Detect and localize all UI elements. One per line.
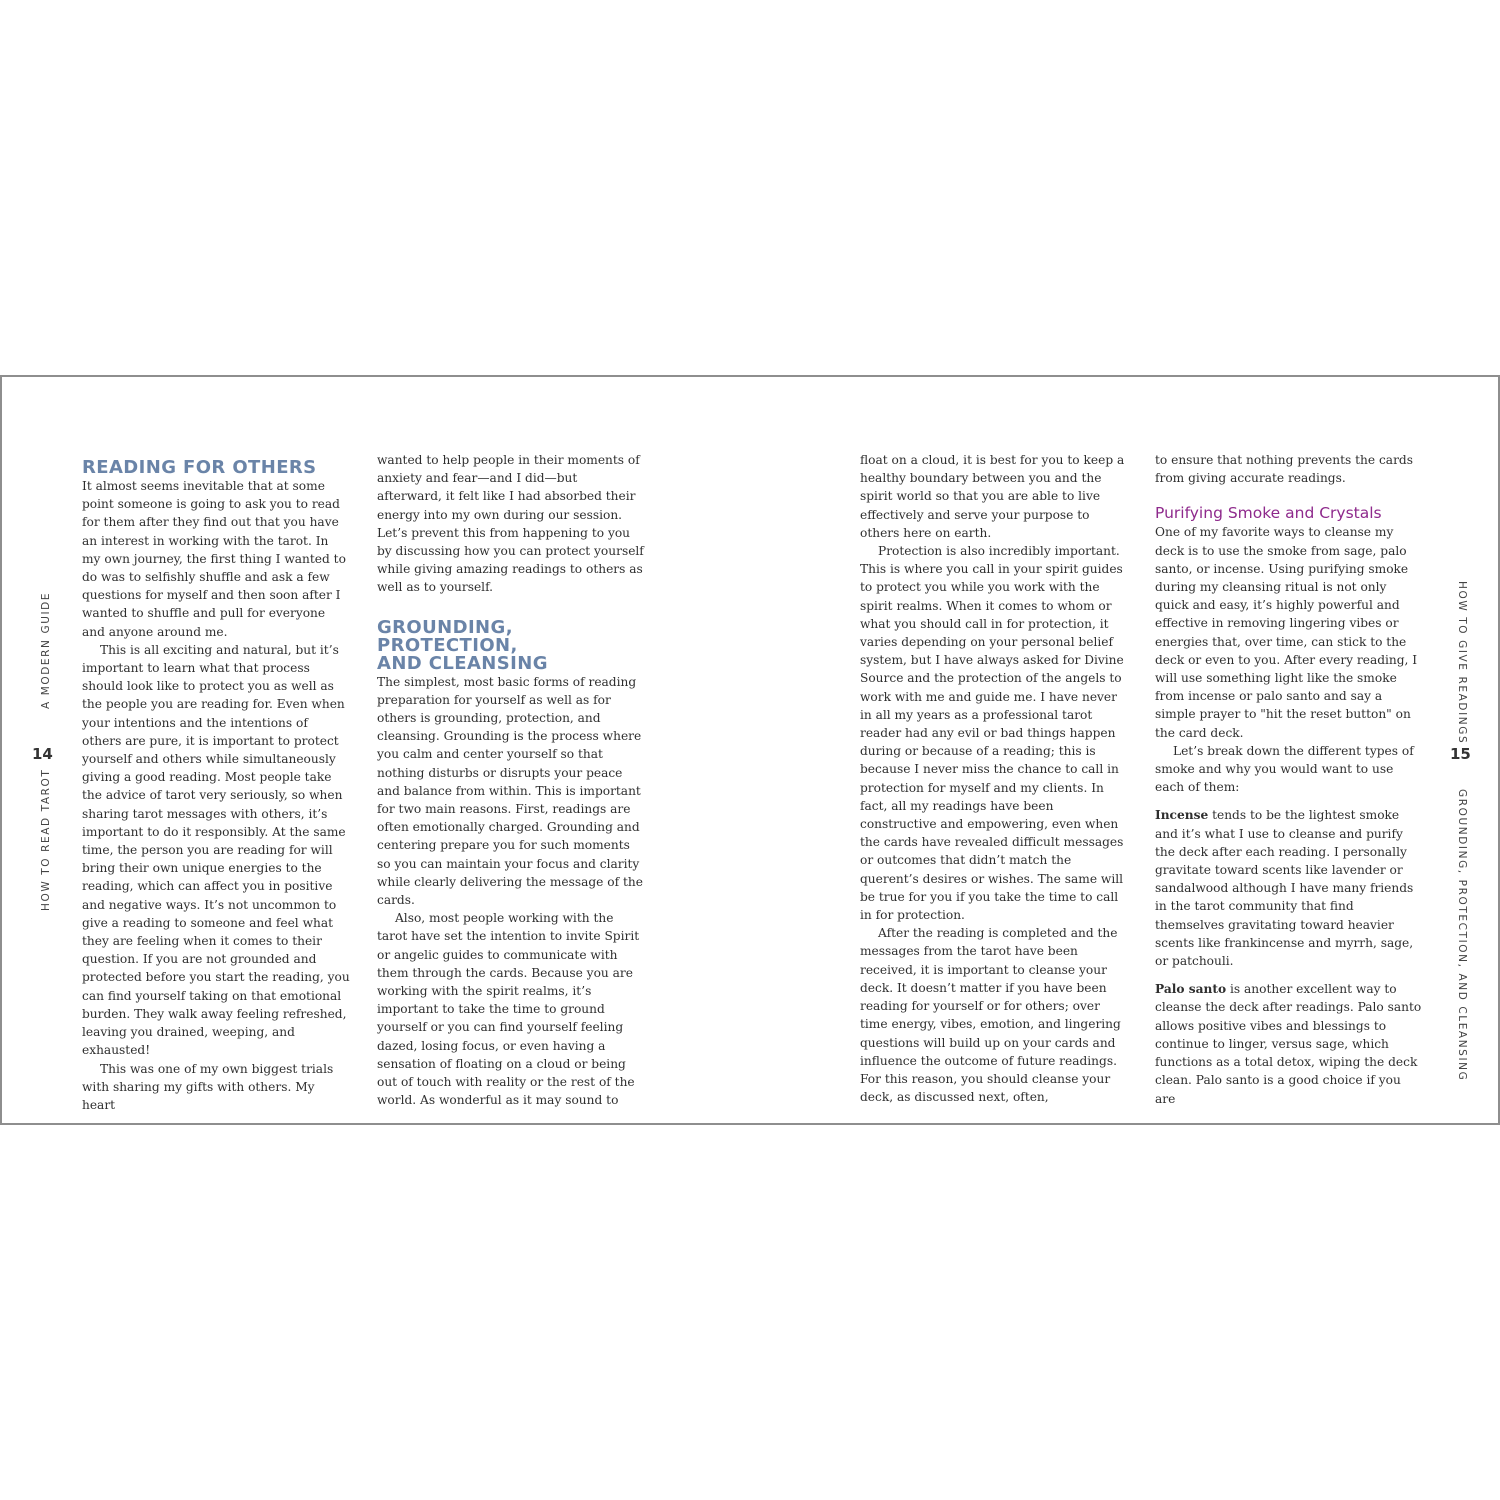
term-incense: Incense (1155, 808, 1209, 823)
section-heading-grounding (377, 616, 645, 674)
subheading-purifying-smoke: Purifying Smoke and Crystals (1155, 504, 1382, 523)
paragraph: This is all exciting and natural, but it’s important to learn what that process should look like to protect you as well as the people you are reading for. Even when your intentions and the intentions of others are pure, it is important to protect yourself and others while simultaneously giving a good reading. Most people take the advice of tarot very seriously, so when sharing tarot messages with others, it’s important to do it responsibly. At the same time, the person you are reading for will bring their own unique energies to the reading, which can affect you in positive and negative ways. It’s not uncommon to give a reading to someone and feel what they are feeling when it comes to their question. If you are not grounded and protected before you start the reading, you can find yourself taking on that emotional burden. They walk away feeling refreshed, leaving you drained, weeping, and exhausted! (82, 642, 350, 1058)
paragraph: float on a cloud, it is best for you to keep a healthy boundary between you and the spirit world so that you are able to live effectively and serve your purpose to others here on earth. (860, 453, 1125, 540)
paragraph: This was one of my own biggest trials with sharing my gifts with others. My heart (82, 1061, 334, 1112)
palo-santo-text: is another excellent way to cleanse the deck after readings. Palo santo allows positive vibes and blessings to continue to linger, versus sage, which functions as a total detox, wiping the deck clean. Palo santo is a good choice if you are (1155, 982, 1422, 1106)
paragraph: Let’s break down the different types of smoke and why you would want to use each of them: (1155, 743, 1414, 795)
running-head-right-top: HOW TO GIVE READINGS (1456, 581, 1468, 745)
paragraph: wanted to help people in their moments of anxiety and fear—and I did—but afterward, it felt like I had absorbed their energy into my own during our session. Let’s prevent this from happening to you by discussing how you can protect yourself while giving amazing readings to others as well as to yourself. (377, 453, 644, 595)
book-spread (0, 375, 1500, 1125)
paragraph: Protection is also incredibly important. This is where you call in your spirit guides to protect you while you work with the spirit realms. When it comes to whom or what you should call in for protection, it varies depending on your personal belief system, but I have always asked for Divine Source and the protection of the angels to work with me and guide me. I have never in all my years as a professional tarot reader had any evil or bad things happen during or because of a reading; this is because I never miss the chance to call in protection for myself and my clients. In fact, all my readings have been constructive and empowering, even when the cards have revealed difficult messages or outcomes that didn’t match the querent’s desires or wishes. The same will be true for you if you take the time to call in for protection. (860, 544, 1124, 923)
paragraph-palo-santo (1155, 980, 1423, 1107)
column-4 (1155, 451, 1423, 1108)
paragraph: to ensure that nothing prevents the cards from giving accurate readings. (1155, 453, 1413, 486)
column-1 (82, 455, 350, 1114)
page-number-left: 14 (32, 745, 53, 763)
paragraph: One of my favorite ways to cleanse my deck is to use the smoke from sage, palo santo, or incense. Using purifying smoke during my cleansing ritual is not only quick and easy, it’s highly powerful and effective in removing lingering vibes or energies that, over time, can stick to the deck or even to you. After every reading, I will use something light like the smoke from incense or palo santo and say a simple prayer to "hit the reset button" on the card deck. (1155, 525, 1418, 740)
section-heading-reading-for-others: READING FOR OTHERS (82, 457, 317, 478)
incense-text: tends to be the lightest smoke and it’s what I use to cleanse and purify the deck after each reading. I personally gravitate toward scents like lavender or sandalwood although I have many friends in the tarot community that find themselves gravitating toward heavier scents like frankincense and myrrh, sage, or patchouli. (1155, 808, 1414, 969)
running-head-left-top: A MODERN GUIDE (40, 591, 52, 709)
running-head-right-bottom: GROUNDING, PROTECTION, AND CLEANSING (1456, 789, 1468, 1082)
paragraph-incense (1155, 806, 1423, 970)
paragraph: After the reading is completed and the messages from the tarot have been received, it is important to cleanse your deck. It doesn’t matter if you have been reading for yourself or for others; over time energy, vibes, emotion, and lingering questions will build up on your cards and influence the outcome of future readings. For this reason, you should cleanse your deck, as discussed next, often, (860, 926, 1121, 1105)
paragraph: Also, most people working with the tarot have set the intention to invite Spirit or angelic guides to communicate with them through the cards. Because you are working with the spirit realms, it’s important to take the time to ground yourself or you can find yourself feeling dazed, losing focus, or even having a sensation of floating on a cloud or being out of touch with reality or the rest of the world. As wonderful as it may sound to (377, 911, 640, 1108)
heading-line: GROUNDING, PROTECTION, (377, 616, 518, 656)
term-palo-santo: Palo santo (1155, 982, 1227, 997)
paragraph: It almost seems inevitable that at some point someone is going to ask you to read for them after they find out that you have an interest in working with the tarot. In my own journey, the first thing I wanted to do was to selfishly shuffle and ask a few questions for myself and then soon after I wanted to shuffle and pull for everyone and anyone around me. (82, 479, 346, 639)
heading-line: AND CLEANSING (377, 652, 548, 674)
column-2 (377, 451, 645, 1110)
paragraph: The simplest, most basic forms of reading preparation for yourself as well as for others is grounding, protection, and cleansing. Grounding is the process where you calm and center yourself so that nothing disturbs or disrupts your peace and balance from within. This is important for two main reasons. First, readings are often emotionally charged. Grounding and centering prepare you for such moments so you can maintain your focus and clarity while clearly delivering the message of the cards. (377, 674, 643, 908)
column-3 (860, 451, 1128, 1106)
running-head-left-bottom: HOW TO READ TAROT (40, 768, 52, 911)
page-number-right: 15 (1450, 745, 1471, 763)
